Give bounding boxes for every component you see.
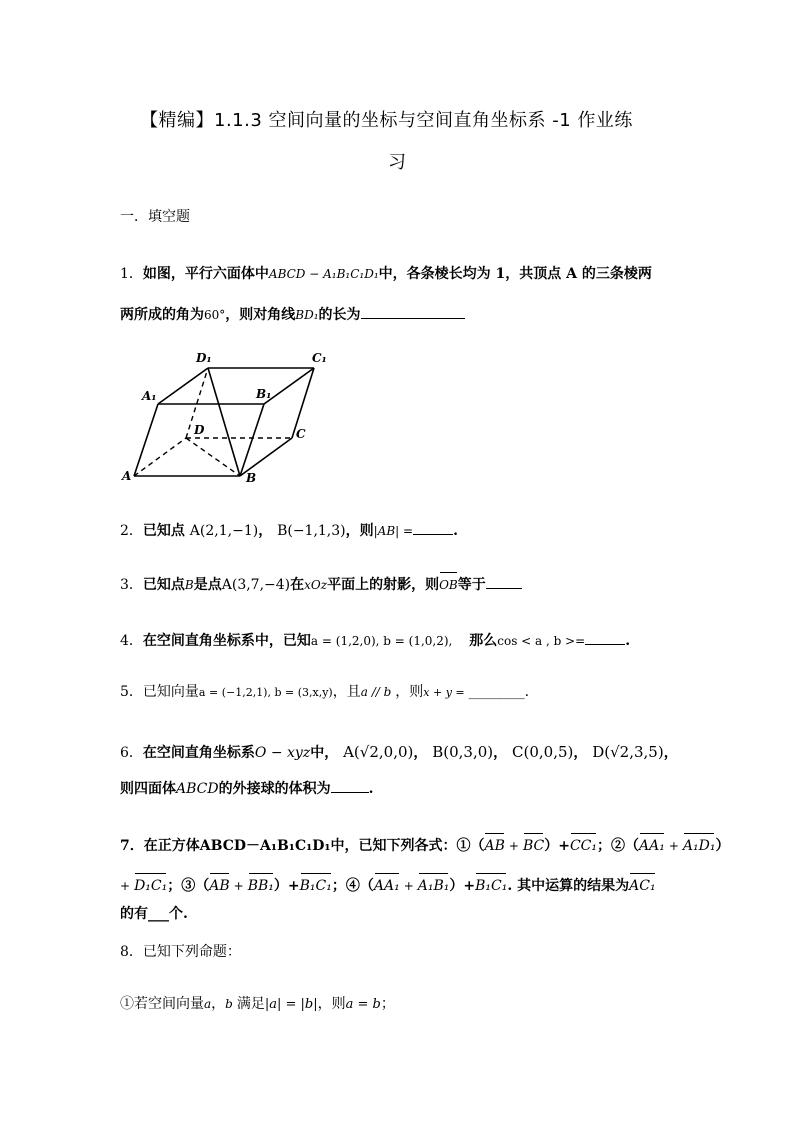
vector-AC1: AC₁ (629, 878, 656, 894)
q1-text: 如图，平行六面体中 (142, 266, 269, 282)
edge-B-B1 (240, 404, 264, 476)
point-A: A(√2,0,0) (343, 743, 414, 761)
point-A: A(2,1,−1) (189, 523, 259, 539)
question-7-line-1 (120, 836, 729, 856)
vertex-label-A: A (122, 469, 132, 483)
question-3 (120, 574, 522, 595)
separator: ， (258, 523, 273, 539)
question-8-heading (120, 942, 241, 962)
edge-D1-B (208, 368, 240, 476)
question-number: 2． (120, 523, 143, 539)
edge-A1-D1 (158, 368, 208, 404)
q8-text: 已知下列命题： (142, 944, 241, 960)
q6-text: ， (663, 745, 678, 761)
question-1-line-1 (120, 264, 652, 284)
answer-blank (486, 574, 522, 589)
vertex-label-D: D (194, 423, 205, 437)
q4-text: 那么 (469, 633, 498, 649)
vector-D1C1: D₁C₁ (134, 878, 168, 894)
vector-AA1: AA₁ (639, 838, 665, 854)
vector-A1D1: A₁D₁ (682, 838, 716, 854)
document-title-line-1: 【精编】1.1.3 空间向量的坐标与空间直角坐标系 -1 作业练 (140, 110, 633, 131)
vector-a: a (204, 997, 212, 1011)
plane-name: xOz (304, 578, 328, 592)
vector-A1B1: A₁B₁ (417, 878, 450, 894)
question-5 (120, 682, 529, 703)
question-4 (120, 630, 630, 651)
vector-B1C1: B₁C₁ (475, 878, 508, 894)
separator: ， (493, 745, 508, 761)
section-heading: 一．填空题 (120, 209, 190, 225)
vector-BB1: BB₁ (247, 878, 274, 894)
q2-text: . (453, 523, 458, 539)
vertex-label-B1: B₁ (256, 387, 272, 401)
question-6-line-2 (120, 778, 373, 799)
q7-text: ；②（ (597, 838, 639, 854)
point-D: D(√2,3,5) (592, 743, 664, 761)
question-7-line-2 (120, 876, 656, 896)
question-1-line-2 (120, 304, 465, 325)
question-8-proposition-1 (120, 994, 395, 1015)
plus-sign: + (508, 839, 519, 853)
point-B: B(−1,1,3) (277, 523, 346, 539)
q3-text: 已知点 (142, 577, 185, 593)
separator: ， (413, 745, 428, 761)
answer-blank (361, 304, 465, 319)
q4-vectors: a = (1,2,0), b = (1,0,2), (310, 634, 453, 648)
plus-sign: + (233, 879, 244, 893)
point-C: C(0,0,5) (512, 743, 574, 761)
parallelepiped-figure (118, 348, 338, 488)
q5-text: 已知向量 (142, 684, 199, 700)
vector-BC: BC (522, 838, 545, 854)
q6-text: 中， (310, 745, 339, 761)
point-B: B (184, 578, 194, 592)
question-number: 6． (120, 745, 143, 761)
q8-text: ，则 (317, 996, 346, 1012)
document-title-line-2: 习 (388, 152, 407, 173)
q5-text: ，则 (395, 684, 424, 700)
q1-diagonal: BD₁ (295, 308, 319, 322)
answer-blank (585, 630, 625, 645)
q7-text: ）+ (449, 878, 476, 894)
q5-sum: x + y = (423, 686, 465, 699)
question-number: 3． (120, 577, 143, 593)
vector-b: b (225, 997, 233, 1011)
q5-parallel: a // b (360, 685, 392, 699)
q7-text: ）+ (544, 838, 570, 854)
q3-text: 等于 (457, 577, 486, 593)
q3-text: 在 (290, 577, 305, 593)
q1-text: ，则对角线 (225, 307, 296, 323)
vertex-label-D1: D₁ (196, 351, 212, 365)
q2-expression: |AB| = (373, 524, 414, 538)
point-B: B(0,3,0) (432, 743, 494, 761)
answer-blank (331, 778, 369, 793)
edge-C1-B1 (264, 368, 314, 404)
q5-vectors: a = (−1,2,1), b = (3,x,y) (198, 686, 333, 699)
vector-B1C1: B₁C₁ (299, 878, 332, 894)
vector-OB: OB (439, 575, 458, 595)
q6-text: 在空间直角坐标系 (142, 745, 255, 761)
q1-text: 的长为 (318, 307, 361, 323)
q3-text: 平面上的射影，则 (327, 577, 440, 593)
point-A: A(3,7,−4) (221, 577, 291, 593)
tetrahedron-name: ABCD (176, 781, 219, 797)
vertex-label-B: B (246, 471, 257, 485)
q7-text: 7．在正方体ABCD－A₁B₁C₁D₁中，已知下列各式：①（ (120, 838, 485, 854)
question-number: 4． (120, 633, 143, 649)
q1-angle: 60° (204, 308, 226, 322)
edge-A-A1 (134, 404, 158, 476)
q1-text: 中，各条棱长均为 1，共顶点 A 的三条棱两 (378, 266, 652, 282)
plus-sign: + (120, 879, 131, 893)
q4-text: . (625, 633, 631, 649)
q2-text: ，则 (345, 523, 374, 539)
question-number: 1． (120, 266, 143, 282)
separator: ， (211, 996, 226, 1012)
plus-sign: + (668, 839, 679, 853)
q8-text: ①若空间向量 (120, 996, 204, 1012)
q7-text: . 其中运算的结果为 (507, 878, 630, 894)
question-7-line-3: 的有___个. (120, 906, 188, 922)
q6-text: 则四面体 (120, 781, 176, 797)
hidden-edge-A-D (134, 438, 186, 476)
q6-text: . (368, 781, 374, 797)
q8-text: 满足 (236, 996, 265, 1012)
question-number: 5． (120, 684, 143, 700)
vertex-label-C1: C₁ (312, 351, 327, 365)
q1-text: 两所成的角为 (120, 307, 204, 323)
vector-AB: AB (209, 878, 230, 894)
vertex-label-C: C (296, 427, 306, 441)
answer-blank: ________. (468, 684, 530, 700)
q4-text: 在空间直角坐标系中，已知 (142, 633, 311, 649)
question-2 (120, 520, 458, 541)
q6-text: 的外接球的体积为 (218, 781, 331, 797)
separator: ， (573, 745, 588, 761)
plus-sign: + (403, 879, 414, 893)
q7-text: ；④（ (331, 878, 374, 894)
q7-text: ；③（ (167, 878, 210, 894)
vertex-label-A1: A₁ (142, 389, 157, 403)
q8-condition: |a| = |b| (264, 997, 318, 1012)
hidden-edge-D-B (186, 438, 240, 476)
vector-AB: AB (484, 838, 505, 854)
q7-text: ）+ (273, 878, 300, 894)
vector-AA1: AA₁ (373, 878, 400, 894)
q8-conclusion: a = b (345, 997, 381, 1012)
question-6-line-1 (120, 742, 678, 763)
q8-text: ； (380, 996, 395, 1012)
q3-text: 是点 (193, 577, 222, 593)
q7-text: ） (715, 838, 730, 854)
coordinate-system: O − xyz (254, 745, 311, 761)
question-number: 8． (120, 944, 143, 960)
q5-text: ，且 (332, 684, 361, 700)
q4-cos: cos < a , b >= (497, 634, 586, 648)
vector-CC1: CC₁ (569, 838, 597, 854)
answer-blank (413, 520, 453, 535)
q1-expression: ABCD − A₁B₁C₁D₁ (268, 267, 379, 281)
q2-text: 已知点 (142, 523, 185, 539)
